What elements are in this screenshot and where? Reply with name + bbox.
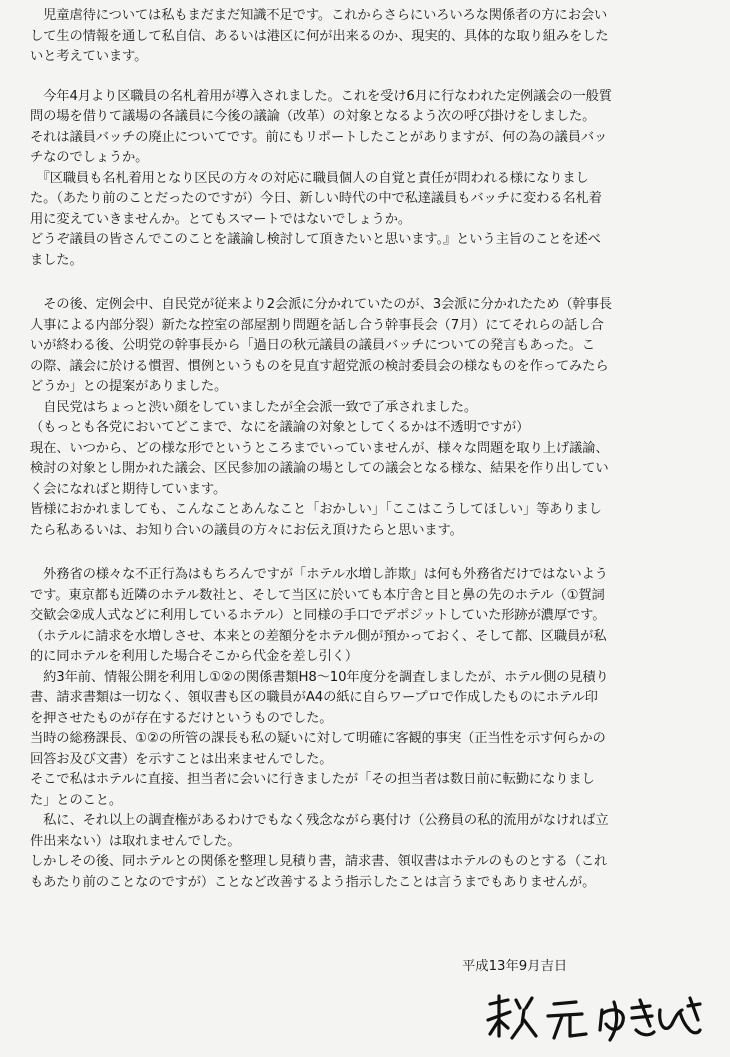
paragraph-name-tag <box>30 87 700 272</box>
text-line: 交歓会②成人式などに利用しているホテル）と同様の手口でデポジットしていた形跡が濃厚です。 <box>30 608 606 623</box>
text-line: （ホテルに請求を水増しさせ、本来との差額分をホテル側が預かっておく、そして都、区職員が私 <box>30 628 607 644</box>
text-line: チなのでしょうか。 <box>30 150 149 165</box>
text-line: それは議員バッチの廃止についてです。前にもリポートしたことがありますが、何の為の議員バッ <box>30 129 608 145</box>
text-line: 用に変えていきませんか。とてもスマートではないでしょうか。 <box>30 211 411 227</box>
text-line: しかしその後、同ホテルとの関係を整理し見積り書，請求書、領収書はホテルのものとする（これ <box>30 854 608 869</box>
paragraph-assembly <box>30 295 700 541</box>
text-line: です。東京都も近隣のホテル数社と、そして当区に於いても本庁舎と目と鼻の先のホテル（①賀詞 <box>30 587 605 603</box>
text-line: 外務省の様々な不正行為はもちろんですが「ホテル水増し詐欺」は何も外務省だけではないよう <box>30 567 608 582</box>
text-line: た。（あたり前のことだったのですが）今日、新しい時代の中で私達議員もバッチに変わる名札着 <box>30 191 602 206</box>
document-date: 平成13年9月吉日 <box>462 959 568 974</box>
text-line: そこで私はホテルに直接、担当者に会いに行きましたが「その担当者は数日前に転勤になりまし <box>30 772 595 787</box>
text-line: その後、定例会中、自民党が従来より2会派に分かれていたのが、3会派に分かれたため（幹事長 <box>30 297 612 312</box>
text-line: 皆様におかれましても、こんなことあんなこと「おかしい」「ここはこうしてほしい」等ありまし <box>30 502 602 517</box>
text-line: の際、議会に於ける慣習、慣例というものを見直す超党派の検討委員会の様なものを作ってみたら <box>30 358 609 374</box>
text-line: 今年4月より区職員の名札着用が導入されました。これを受け6月に行なわれた定例議会の一般質 <box>30 88 612 104</box>
text-line: 当時の総務課長、①②の所管の課長も私の疑いに対して明確に客観的事実（正当性を示す何らかの <box>30 731 606 746</box>
text-line: 書、請求書類は一切なく、領収書も区の職員がA4の紙に自らワープロで作成したものにホテル印 <box>30 690 598 705</box>
text-line: 的に同ホテルを利用した場合そこから代金を差し引く） <box>30 649 359 664</box>
text-line: 現在、いつから、どの様な形でというところまでいっていませんが、様々な問題を取り上げ議論、 <box>30 440 609 456</box>
text-line: 自民党はちょっと渋い顔をしていましたが全会派一致で了承されました。 <box>30 399 477 415</box>
text-line: 人事による内部分裂）新たな控室の部屋割り問題を話し合う幹事長会（7月）にてそれらの話し合 <box>30 317 604 333</box>
text-line: く会になればと期待しています。 <box>30 481 227 497</box>
text-line: して生の情報を通して私自信、あるいは港区に何が出来るのか、現実的、具体的な取り組みをした <box>30 28 609 44</box>
text-line: た」とのこと。 <box>30 792 123 808</box>
text-line: ました。 <box>30 252 83 268</box>
text-line: 私に、それ以上の調査権があるわけでもなく残念ながら裏付け（公務員の私的流用がなければ立 <box>30 813 609 828</box>
text-line: 『区職員も名札着用となり区民の方々の対応に職員個人の自覚と責任が問われる様になりまし <box>30 170 589 186</box>
text-line: もあたり前のことなのですが）ことなど改善するよう指示したことは言うまでもありませんが。 <box>30 874 596 890</box>
text-line: いが終わる後、公明党の幹事長から「過日の秋元議員の議員バッチについての発言もあった。こ <box>30 338 595 353</box>
text-line: どうか」との提案がありました。 <box>30 379 228 394</box>
paragraph-hotel-fraud <box>30 565 700 893</box>
text-line: 児童虐待については私もまだまだ知識不足です。これからさらにいろいろな関係者の方にお会い <box>30 8 608 23</box>
text-line: 問の場を借りて議場の各議員に今後の議論（改革）の対象となるよう次の呼び掛けをしました。 <box>30 109 596 124</box>
text-line: 約3年前、情報公開を利用し①②の関係書類H8～10年度分を調査しましたが、ホテル側の見積り <box>30 669 609 685</box>
paragraph-child-abuse <box>30 6 700 68</box>
text-line: どうぞ議員の皆さんでこのことを議論し検討して頂きたいと思います。』という主旨のことを述べ <box>30 232 601 247</box>
text-line: 件出来ない）は取れませんでした。 <box>30 833 241 849</box>
text-line: たら私あるいは、お知り合いの議員の方々にお伝え頂けたらと思います。 <box>30 522 463 538</box>
text-line: （もっとも各党においてどこまで、なにを議論の対象としてくるかは不透明ですが） <box>30 420 530 435</box>
handwritten-signature <box>482 990 702 1050</box>
text-line: を押させたものが存在するだけというものでした。 <box>30 710 333 726</box>
text-line: いと考えています。 <box>30 49 148 64</box>
text-line: 回答お及び文書）を示すことは出来ませんでした。 <box>30 751 333 767</box>
text-line: 検討の対象とし開かれた議会、区民参加の議論の場としての議会となる様な、結果を作り出してい <box>30 461 609 476</box>
